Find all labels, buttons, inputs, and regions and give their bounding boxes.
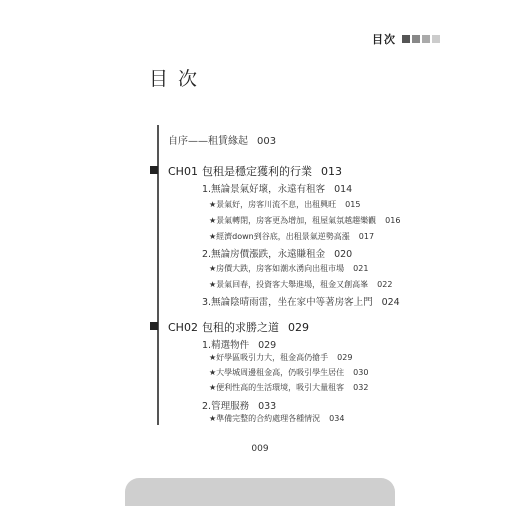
item-page: 016 [385,216,401,225]
toc-item [209,199,360,210]
item-text: ★景氣好，房客川流不息，出租興旺 [209,200,337,209]
item-page: 017 [358,232,375,241]
item-text: ★景氣轉閉，房客更為增加，租屋氣氛越趨樂觀 [209,216,377,225]
chapter-marker [150,322,158,330]
item-text: ★好學區吸引力大，租金高仍搶手 [209,353,329,362]
item-text: ★房價大跌，房客如潮水湧向出租市場 [209,264,345,273]
item-page: 034 [329,414,345,423]
section-page: 029 [258,340,277,351]
chapter-title: 包租是穩定獲利的行業 [202,165,312,178]
item-page: 015 [345,200,361,209]
item-text: ★經濟down到谷底，出租景氣逆勢高漲 [209,232,350,241]
chapter-code: CH02 [168,321,198,334]
item-page: 029 [337,353,353,362]
section-page: 014 [334,184,353,195]
toc-section [202,181,352,195]
toc-item [209,279,392,290]
toc-section [202,398,276,412]
item-text: ★大學城周邊租金高，仍吸引學生居住 [209,368,345,377]
toc-item [209,352,352,363]
toc-section [202,337,276,351]
header-mark [372,31,440,47]
section-page: 033 [258,401,277,412]
item-page: 021 [353,264,369,273]
chapter-heading [168,319,309,335]
item-text: ★便利性高的生活環境，吸引大量租客 [209,383,345,392]
header-square [432,35,440,43]
section-text: 2.無論房價漲跌，永遠賺租金 [202,249,326,260]
section-text: 1.精選物件 [202,340,250,351]
toc-item [209,263,368,274]
chapter-page: 013 [321,165,342,178]
toc-item [209,367,368,378]
header-square [402,35,410,43]
section-page: 024 [381,297,400,308]
chapter-title: 包租的求勝之道 [202,321,279,334]
item-page: 032 [353,383,369,392]
toc-section [202,246,352,260]
chapter-heading [168,163,342,179]
header-square [412,35,420,43]
chapter-code: CH01 [168,165,198,178]
footer-tab [125,478,395,506]
header-label: 目次 [372,33,396,46]
item-page: 030 [353,368,369,377]
page-title: 目次 [149,68,208,90]
item-text: ★準備完整的合約處理各種情況 [209,414,321,423]
item-page: 022 [377,280,393,289]
section-text: 1.無論景氣好壞，永遠有租客 [202,184,326,195]
item-text: ★景氣回春，投資客大舉進場，租金又創高峯 [209,280,369,289]
toc-preface [168,132,276,147]
toc-item [209,231,374,242]
section-text: 2.管理服務 [202,401,250,412]
section-page: 020 [334,249,353,260]
section-text: 3.無論陰晴雨雷，坐在家中等著房客上門 [202,297,373,308]
toc-item [209,413,344,424]
toc-item [209,215,400,226]
chapter-marker [150,166,158,174]
chapter-page: 029 [288,321,309,334]
header-square [422,35,430,43]
toc-item [209,382,368,393]
preface-page: 003 [257,136,277,147]
toc-section [202,294,400,308]
preface-text: 自序——租賃緣起 [168,136,248,147]
footer-page-number: 009 [251,444,269,454]
